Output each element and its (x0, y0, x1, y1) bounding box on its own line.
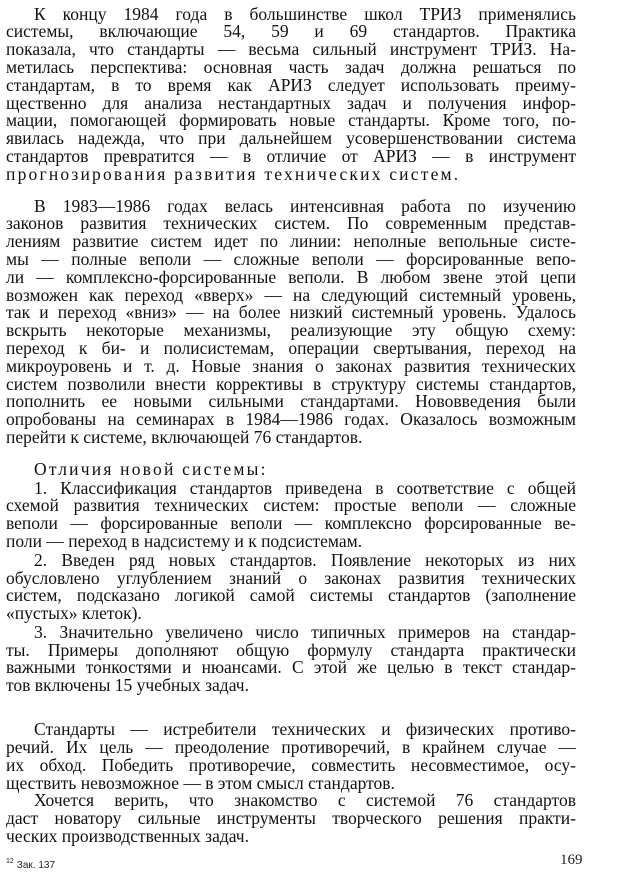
text-line: 1. Классификация стандартов приведена в соответствие с общей (34, 478, 576, 498)
text-line: 3. Значительно увеличено число типичных примеров на стандар- (34, 622, 576, 642)
text-line: показала, что стандарты — весьма сильный инструмент ТРИЗ. На- (6, 39, 576, 59)
text-line: мы — полные веполи — сложные веполи — форсированные вепо- (6, 249, 576, 269)
text-line: 2. Введен ряд новых стандартов. Появление некоторых из них (34, 550, 576, 570)
print-order-note (6, 858, 55, 871)
text-line: ли — комплексно-форсированные веполи. В любом звене этой цепи (6, 267, 576, 287)
text-line: системы, включающие 54, 59 и 69 стандартов. Практика (6, 21, 576, 41)
text-line: важными тонкостями и нюансами. С этой же целью в текст стандар- (6, 657, 576, 677)
text-line: ты. Примеры дополняют общую формулу стандарта практически (6, 640, 576, 660)
text-line: поли — переход в надсистему и к подсистемам. (6, 531, 363, 551)
text-line: Стандарты — истребители технических и физических противо- (34, 719, 576, 739)
text-line: К концу 1984 года в большинстве школ ТРИЗ применялись (34, 4, 576, 24)
text-line: веполи — форсированные веполи — комплексно форсированные ве- (6, 513, 576, 533)
text-line: стандартам, в то время как АРИЗ следует использовать преиму- (6, 75, 576, 95)
text-line: пополнить ее новыми сильными стандартами. Нововведения были (6, 391, 576, 411)
text-line: щественно для анализа нестандартных задач и получения инфор- (6, 93, 576, 113)
text-line: систем позволили внести коррективы в структуру системы стандартов, (6, 374, 576, 394)
text-line: стандартов превратится — в отличие от АРИЗ — в инструмент (6, 146, 576, 166)
text-line: законов развития технических систем. По современным представ- (6, 213, 576, 233)
text-line: возможен как переход «вверх» — на следующий системный уровень, (6, 285, 576, 305)
text-line: мации, помогающей формировать новые стандарты. Кроме того, по- (6, 110, 576, 130)
text-line: «пустых» клеток). (6, 603, 142, 623)
text-line: обусловлено углублением знаний о законах развития технических (6, 568, 576, 588)
order-number: Зак. 137 (16, 860, 56, 871)
page-number: 169 (560, 852, 583, 868)
signature-mark: 12 (6, 858, 14, 865)
text-line: опробованы на семинарах в 1984—1986 годах. Оказалось возможным (6, 409, 576, 429)
text-line: схемой развития технических систем: простые веполи — сложные (6, 495, 576, 515)
text-line: речий. Их цель — преодоление противоречий, в крайнем случае — (6, 737, 576, 757)
text-line: переход к би- и полисистемам, операции свертывания, переход на (6, 338, 576, 358)
text-line: лениям развитие систем идет по линии: неполные вепольные систе- (6, 231, 576, 251)
text-line: так и переход «вниз» — на более низкий системный уровень. Удалось (6, 302, 576, 322)
text-line: Хочется верить, что знакомство с системой 76 стандартов (34, 790, 576, 810)
text-line: тов включены 15 учебных задач. (6, 675, 249, 695)
text-line: перейти к системе, включающей 76 стандартов. (6, 427, 363, 447)
text-line: систем, подсказано логикой самой системы стандартов (заполнение (6, 585, 576, 605)
text-line: даст новатору сильные инструменты творческого решения практи- (6, 808, 576, 828)
text-line: ческих производственных задач. (6, 826, 249, 846)
text-line: их обход. Победить противоречие, совместить несовместимое, осу- (6, 755, 576, 775)
text-line: микроуровень и т. д. Новые знания о законах развития технических (6, 356, 576, 376)
text-line: метилась перспектива: основная часть задач должна решаться по (6, 57, 576, 77)
text-line: В 1983—1986 годах велась интенсивная работа по изучению (34, 196, 576, 216)
text-line: прогнозирования развития технических систем. (6, 164, 461, 184)
text-line: Отличия новой системы: (34, 459, 268, 479)
text-line: ществить невозможное — в этом смысл стандартов. (6, 773, 395, 793)
text-line: явилась надежда, что при дальнейшем усовершенствовании система (6, 128, 576, 148)
text-line: вскрыть некоторые механизмы, реализующие эту общую схему: (6, 320, 576, 340)
